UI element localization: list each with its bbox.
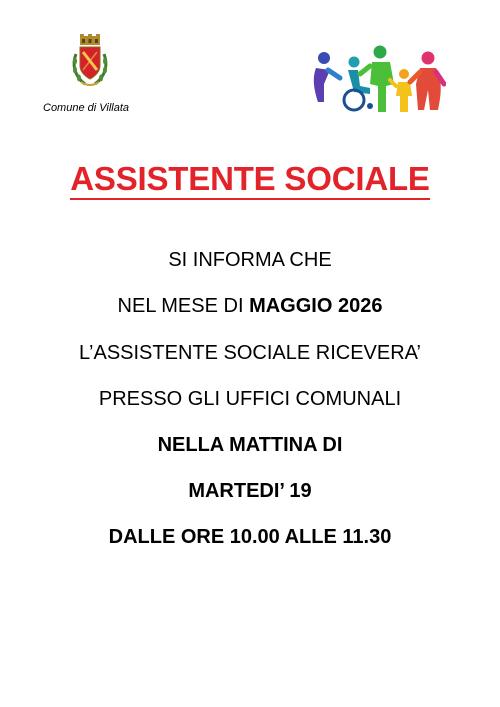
municipal-crest-icon xyxy=(71,34,109,90)
notice-line-1: SI INFORMA CHE xyxy=(168,249,332,271)
notice-line-2-month: MAGGIO 2026 xyxy=(249,295,383,317)
colorful-people-family-icon xyxy=(310,44,446,114)
notice-line-7: DALLE ORE 10.00 ALLE 11.30 xyxy=(108,526,392,548)
notice-line-2-prefix: NEL MESE DI xyxy=(117,295,250,317)
page-title-wrapper xyxy=(0,160,500,200)
notice-line-3: L’ASSISTENTE SOCIALE RICEVERA’ xyxy=(79,342,421,364)
notice-line-5: NELLA MATTINA DI xyxy=(157,434,343,456)
comune-label: Comune di Villata xyxy=(43,102,130,114)
notice-line-4: PRESSO GLI UFFICI COMUNALI xyxy=(98,388,402,410)
page-title: ASSISTENTE SOCIALE xyxy=(70,160,429,200)
notice-line-2 xyxy=(0,293,500,319)
notice-line-6: MARTEDI’ 19 xyxy=(188,480,312,502)
